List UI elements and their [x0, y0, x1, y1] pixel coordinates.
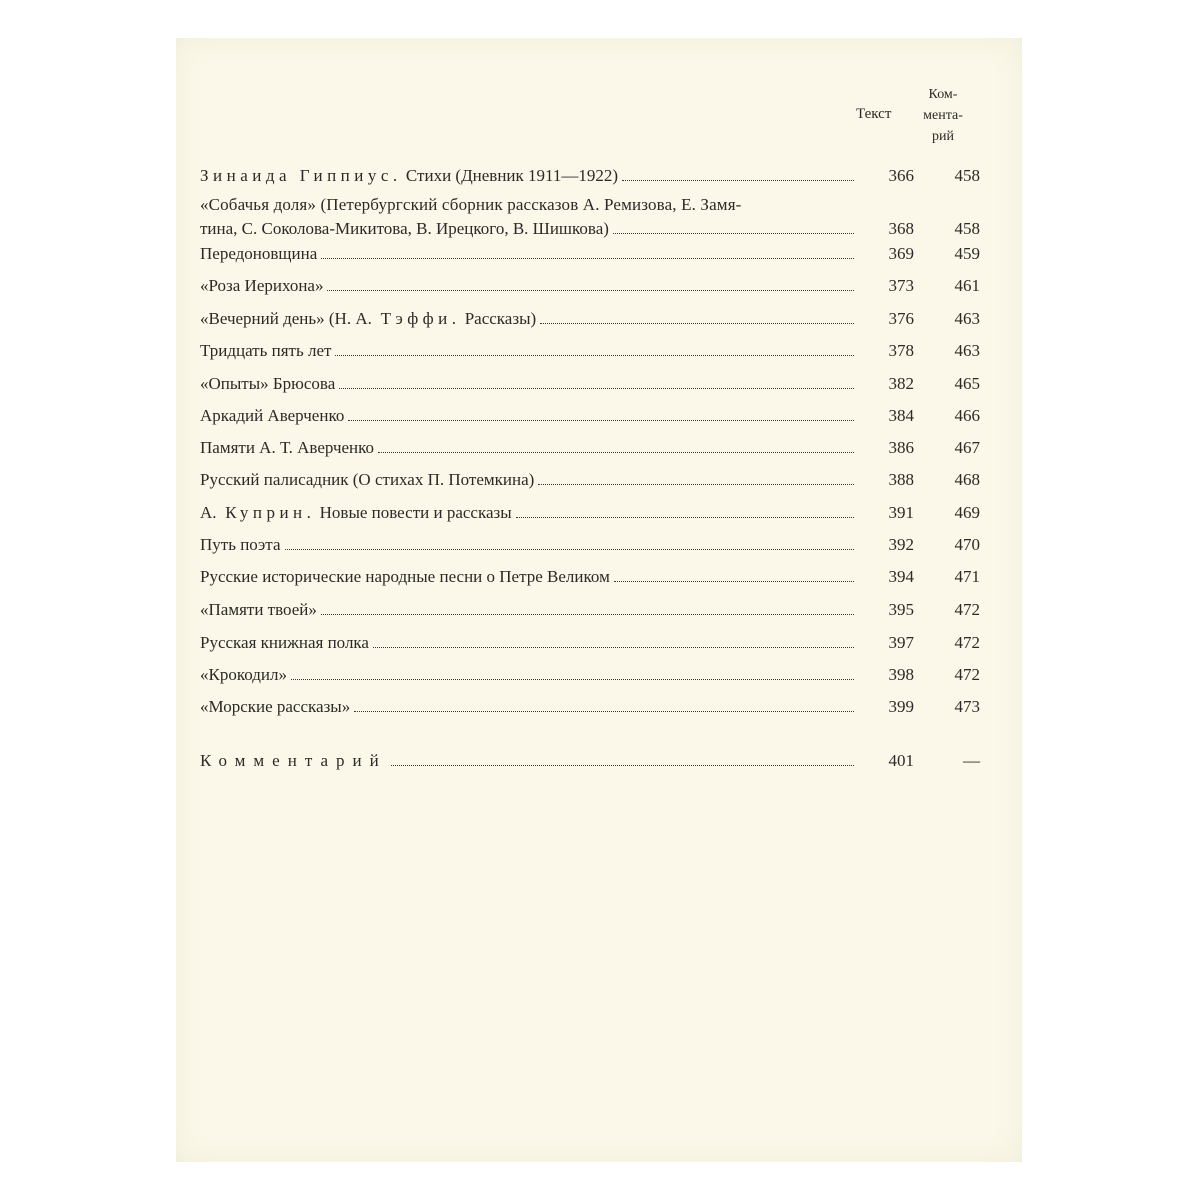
leader-dots — [373, 647, 854, 648]
leader-dots — [321, 258, 854, 259]
toc-entry-title: «Опыты» Брюсова — [200, 374, 336, 393]
leader-dots — [291, 679, 854, 680]
toc-entry-page: 397 — [888, 633, 914, 652]
toc-entry-page: 368 — [888, 219, 914, 238]
leader-dots — [516, 517, 854, 518]
toc-entry-title-first-line: «Собачья доля» (Петербургский сборник рассказов А. Ремизова, Е. Замя- — [200, 195, 742, 214]
toc-entry-title: «Вечерний день» (Н. А. Тэффи. Рассказы) — [200, 309, 537, 328]
toc-entry — [200, 373, 980, 395]
toc-entry-comment-page: 470 — [954, 535, 980, 554]
leader-dots — [538, 484, 854, 485]
toc-entry — [200, 469, 980, 491]
leader-dots — [540, 323, 854, 324]
toc-entry-page: 386 — [888, 438, 914, 457]
toc-entry-comment-page: 461 — [954, 276, 980, 295]
toc-entry-comment-page: 469 — [954, 503, 980, 522]
toc-entry-page: 382 — [888, 374, 914, 393]
leader-dots — [335, 355, 854, 356]
toc-entry-title: «Морские рассказы» — [200, 697, 351, 716]
toc-entry-page: 369 — [888, 244, 914, 263]
toc-entry-page: 376 — [888, 309, 914, 328]
toc-entry-title: Зинаида Гиппиус. Стихи (Дневник 1911—1922) — [200, 166, 619, 185]
leader-dots — [378, 452, 854, 453]
toc-entry — [200, 340, 980, 362]
toc-entry — [200, 502, 980, 524]
leader-dots — [348, 420, 854, 421]
toc-entry-comment-page: 463 — [954, 309, 980, 328]
toc-entry — [200, 437, 980, 459]
toc-entry — [200, 218, 980, 240]
toc-entry — [200, 308, 980, 330]
leader-dots — [327, 290, 854, 291]
column-header-comment-line: Ком- — [928, 87, 958, 102]
toc-entry-comment-page: 471 — [954, 567, 980, 586]
toc-entry — [200, 405, 980, 427]
toc-entry-commentary — [200, 750, 980, 772]
toc-entry-title: Тридцать пять лет — [200, 341, 332, 360]
toc-entry-page: 395 — [888, 600, 914, 619]
column-header-comment-line: мента- — [923, 108, 963, 123]
toc-entry — [200, 566, 980, 588]
toc-entry-page: 394 — [888, 567, 914, 586]
leader-dots — [321, 614, 854, 615]
leader-dots — [622, 180, 854, 181]
toc-entry-page: 391 — [888, 503, 914, 522]
toc-entry-comment-page: 465 — [954, 374, 980, 393]
toc-entry-comment-page: 473 — [954, 697, 980, 716]
toc-entry — [200, 165, 980, 187]
toc-entry-page: 378 — [888, 341, 914, 360]
toc-entry-comment-page: 458 — [954, 166, 980, 185]
toc-entry-title: А. Куприн. Новые повести и рассказы — [200, 503, 512, 522]
toc-entry-page: 398 — [888, 665, 914, 684]
toc-entry-page: 384 — [888, 406, 914, 425]
toc-entry-page: 392 — [888, 535, 914, 554]
toc-entry-title: Комментарий — [200, 751, 387, 770]
toc-entry-comment-page: 466 — [954, 406, 980, 425]
toc-entry-comment-page: 459 — [954, 244, 980, 263]
toc-entry-page: 399 — [888, 697, 914, 716]
toc-entry-title: «Роза Иерихона» — [200, 276, 324, 295]
leader-dots — [613, 233, 854, 234]
toc-entry-comment-page: 472 — [954, 665, 980, 684]
toc-entry-comment-page: 472 — [954, 600, 980, 619]
toc-entry-page: 366 — [888, 166, 914, 185]
toc-entry-title: Передоновщина — [200, 244, 318, 263]
toc-entry-comment-page: 467 — [954, 438, 980, 457]
toc-entry-page: 388 — [888, 470, 914, 489]
toc-entry-title: Аркадий Аверченко — [200, 406, 345, 425]
column-header-comment — [920, 84, 966, 147]
toc-entry-page: 401 — [888, 751, 914, 770]
toc-entry — [200, 243, 980, 265]
toc-entry-title: Русские исторические народные песни о Петре Великом — [200, 567, 610, 586]
toc-entry — [200, 696, 980, 718]
toc-entry-comment-page: 463 — [954, 341, 980, 360]
toc-entry-page: 373 — [888, 276, 914, 295]
toc-entry — [200, 664, 980, 686]
leader-dots — [339, 388, 854, 389]
toc-entry-comment-page: 458 — [954, 219, 980, 238]
toc-entry-title: Русский палисадник (О стихах П. Потемкина) — [200, 470, 535, 489]
leader-dots — [391, 765, 854, 766]
column-header-text: Текст — [856, 106, 892, 122]
toc-entry-title: Путь поэта — [200, 535, 281, 554]
toc-entry — [200, 632, 980, 654]
toc-entry-comment-page: 468 — [954, 470, 980, 489]
toc-entry — [200, 534, 980, 556]
toc-entry-title: тина, С. Соколова-Микитова, В. Ирецкого, В. Шишкова) — [200, 219, 609, 238]
column-header-comment-line: рий — [932, 129, 954, 144]
toc-entry — [200, 275, 980, 297]
toc-entry-title: Памяти А. Т. Аверченко — [200, 438, 375, 457]
toc-entry-title: «Памяти твоей» — [200, 600, 317, 619]
toc-entry — [200, 599, 980, 621]
toc-entry-comment-page: — — [963, 751, 980, 770]
toc-entry-title: «Крокодил» — [200, 665, 287, 684]
toc-entry-title: Русская книжная полка — [200, 633, 369, 652]
leader-dots — [614, 581, 854, 582]
leader-dots — [354, 711, 854, 712]
leader-dots — [285, 549, 855, 550]
toc-entry-comment-page: 472 — [954, 633, 980, 652]
